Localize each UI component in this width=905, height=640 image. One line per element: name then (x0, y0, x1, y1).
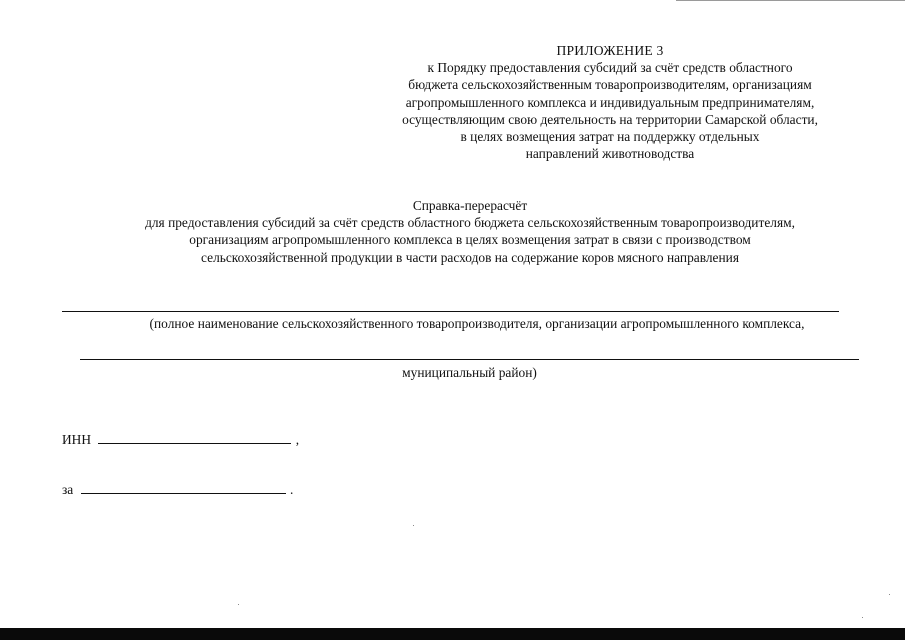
document-subtitle-line: организациям агропромышленного комплекса в целях возмещения затрат в связи с производством (189, 232, 751, 248)
scan-bottom-edge (0, 628, 905, 640)
scan-speck (862, 617, 863, 618)
document-title: Справка-перерасчёт (412, 198, 528, 213)
inn-label: ИНН (62, 432, 92, 447)
organization-name-caption: (полное наименование сельскохозяйственного товаропроизводителя, организации агропромышленного комплекса, (149, 316, 805, 331)
scan-speck (413, 525, 414, 526)
period-input[interactable] (81, 481, 286, 494)
appendix-title: ПРИЛОЖЕНИЕ 3 (556, 43, 664, 58)
municipal-district-line[interactable] (80, 359, 859, 360)
appendix-line: осуществляющим свою деятельность на территории Самарской области, (402, 111, 818, 127)
appendix-line: к Порядку предоставления субсидий за счёт средств областного (427, 60, 793, 76)
organization-name-line[interactable] (62, 311, 839, 312)
document-heading-block (60, 197, 880, 266)
municipal-district-caption: муниципальный район) (402, 365, 537, 380)
scan-speck (238, 604, 239, 605)
appendix-line: бюджета сельскохозяйственным товаропроизводителям, организациям (408, 77, 812, 93)
period-label: за (62, 482, 74, 497)
inn-field (62, 431, 299, 448)
appendix-line: агропромышленного комплекса и индивидуальным предпринимателям, (405, 94, 815, 110)
period-suffix: . (289, 482, 294, 497)
document-subtitle-line: для предоставления субсидий за счёт средств областного бюджета сельскохозяйственным товаропроизводителям, (145, 215, 795, 231)
scan-edge-line (676, 0, 905, 1)
document-subtitle-line: сельскохозяйственной продукции в части расходов на содержание коров мясного направления (201, 249, 739, 265)
inn-suffix: , (295, 432, 300, 447)
scan-speck (889, 594, 890, 595)
appendix-line: в целях возмещения затрат на поддержку отдельных (460, 129, 760, 145)
appendix-block (365, 42, 855, 162)
appendix-line: направлений животноводства (525, 146, 695, 162)
inn-input[interactable] (98, 431, 291, 444)
period-field (62, 481, 293, 498)
